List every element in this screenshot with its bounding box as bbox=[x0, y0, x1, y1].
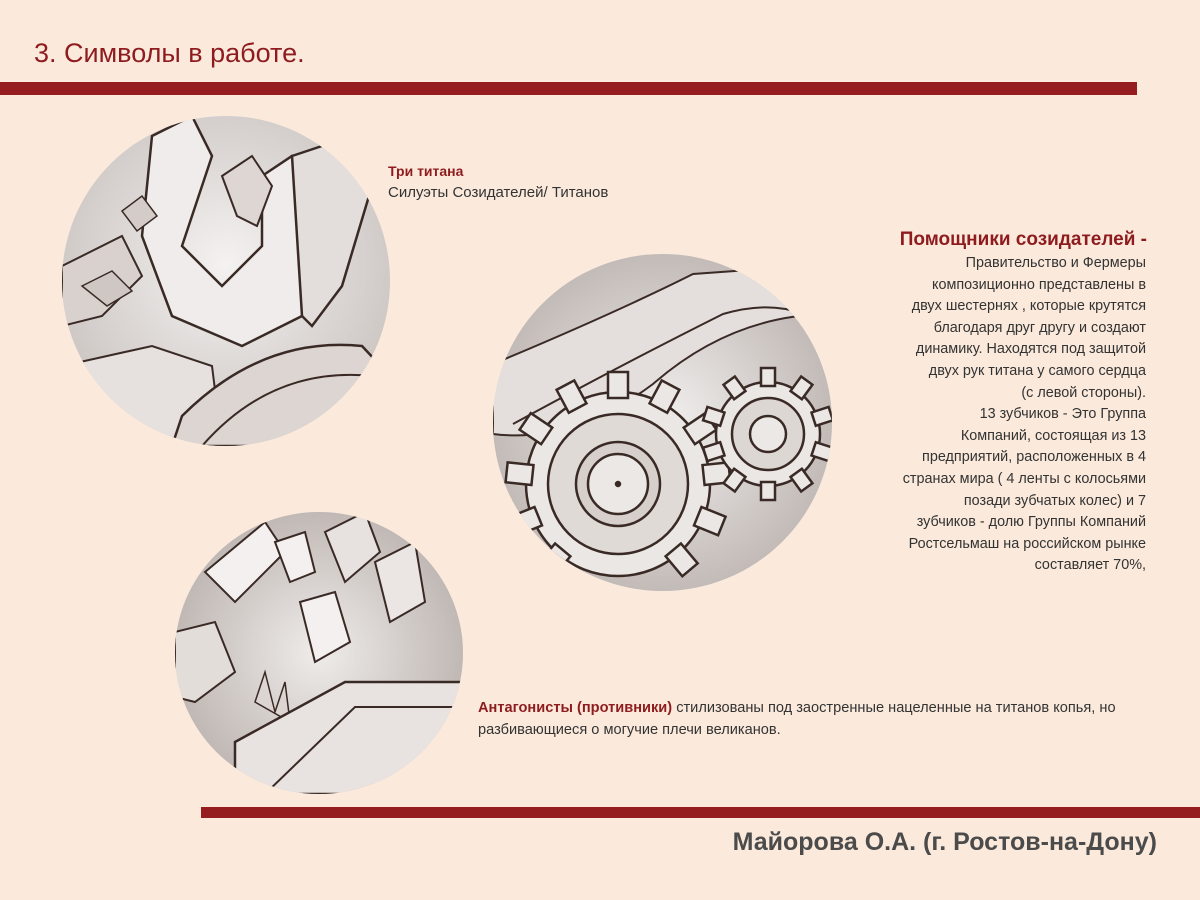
helpers-line: благодаря друг другу и создают bbox=[933, 319, 1146, 336]
titans-relief-drawing bbox=[62, 116, 390, 446]
gears-relief-drawing bbox=[493, 254, 832, 591]
top-divider-bar bbox=[0, 82, 1137, 95]
helpers-line: динамику. Находятся под защитой bbox=[915, 341, 1146, 358]
helpers-title: Помощники созидателей - bbox=[899, 229, 1147, 250]
helpers-line: двух рук титана у самого сердца bbox=[928, 362, 1146, 379]
antagonists-image bbox=[175, 512, 463, 794]
helpers-line: 13 зубчиков - Это Группа bbox=[979, 406, 1146, 423]
antagonists-highlight: Антагонисты (противники) bbox=[478, 700, 673, 716]
helpers-line: Ростсельмаш на российском рынке bbox=[908, 535, 1146, 552]
titans-description: Силуэты Созидателей/ Титанов bbox=[388, 184, 609, 201]
helpers-line: (с левой стороны). bbox=[1021, 384, 1146, 401]
helpers-line: составляет 70%, bbox=[1034, 557, 1146, 574]
page-title: 3. Символы в работе. bbox=[34, 38, 305, 68]
titans-image bbox=[62, 116, 390, 446]
bottom-divider-bar bbox=[201, 807, 1200, 818]
helpers-line: двух шестернях , которые крутятся bbox=[911, 298, 1146, 315]
helpers-line: композиционно представлены в bbox=[932, 276, 1146, 293]
helpers-line: странах мира ( 4 ленты с колосьями bbox=[902, 470, 1146, 487]
helpers-line: Правительство и Фермеры bbox=[965, 255, 1146, 271]
helpers-line: позади зубчатых колес) и 7 bbox=[963, 492, 1146, 509]
antagonists-text: стилизованы под заостренные нацеленные на титанов копья, но разбивающиеся о могучие плечи великанов. bbox=[478, 700, 1116, 738]
spears-relief-drawing bbox=[175, 512, 463, 794]
titans-title: Три титана bbox=[388, 163, 464, 179]
helpers-line: Компаний, состоящая из 13 bbox=[960, 427, 1146, 444]
helpers-line: предприятий, расположенных в 4 bbox=[922, 449, 1146, 466]
helpers-description bbox=[806, 253, 1146, 577]
antagonists-description bbox=[478, 697, 1118, 741]
helpers-line: зубчиков - долю Группы Компаний bbox=[916, 514, 1146, 531]
author-credit: Майорова О.А. (г. Ростов-на-Дону) bbox=[732, 828, 1157, 856]
gears-image bbox=[493, 254, 832, 591]
